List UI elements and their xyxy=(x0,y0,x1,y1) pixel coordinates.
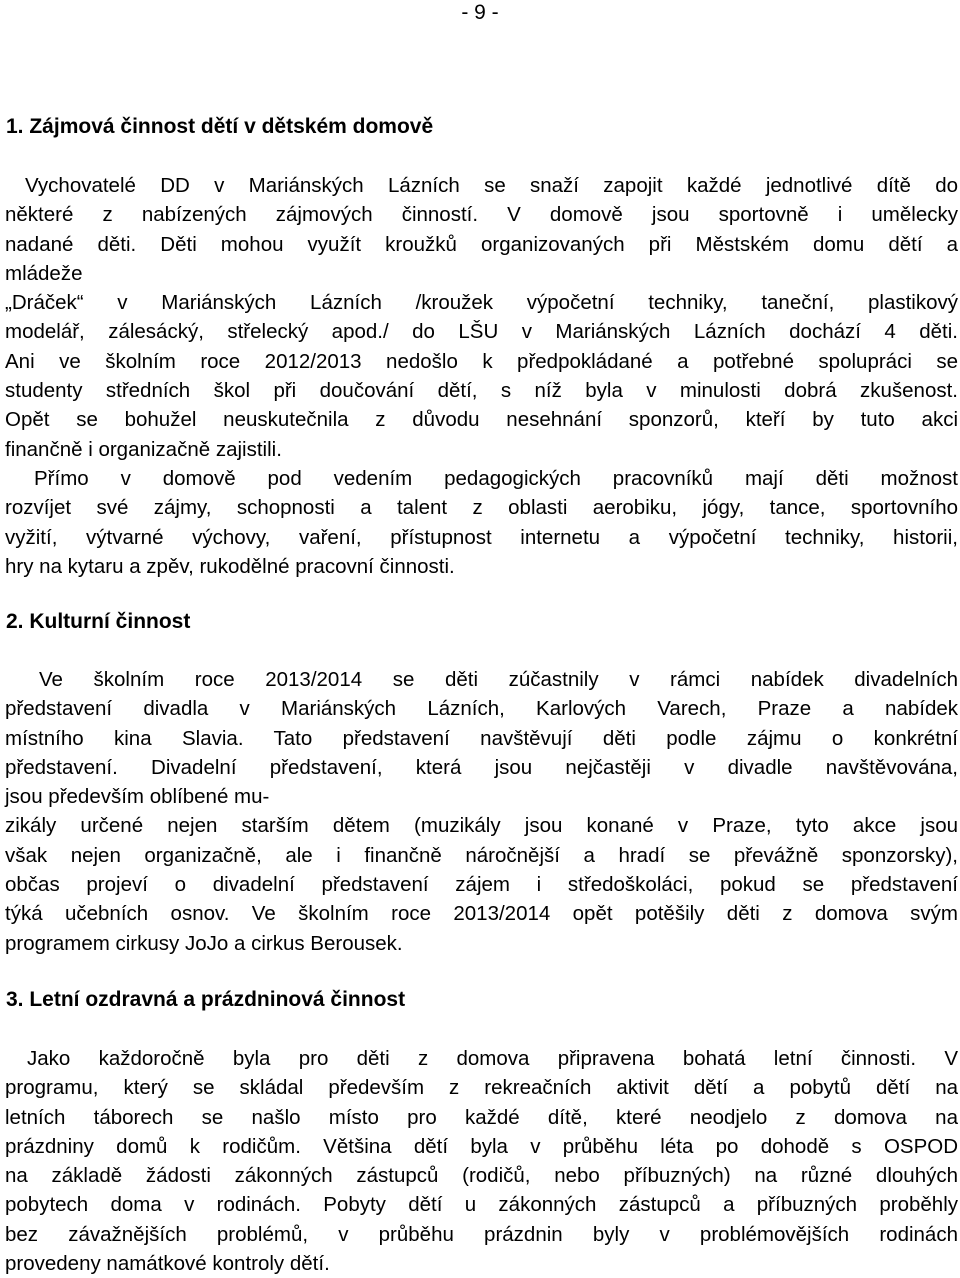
text-line: hry na kytaru a zpěv, rukodělné pracovní činnosti. xyxy=(5,554,455,578)
section-heading-1 xyxy=(6,112,433,141)
text-line: občas projeví o divadelní představení zájem i středoškoláci, pokud se představení xyxy=(5,873,958,897)
page-number: - 9 - xyxy=(461,1,499,24)
text-line: provedeny namátkové kontroly dětí. xyxy=(5,1252,330,1276)
section-2-text xyxy=(5,665,958,958)
section-heading-3 xyxy=(6,985,405,1014)
text-line: prázdniny domů k rodičům. Většina dětí byla v průběhu léta po dohodě s OSPOD xyxy=(5,1134,958,1158)
text-line: zikály určené nejen starším dětem (muzikály jsou konané v Praze, tyto akce jsou xyxy=(5,814,958,838)
section-number: 2. xyxy=(6,610,24,633)
text-line: rozvíjet své zájmy, schopnosti a talent z oblasti aerobiku, jógy, tance, sportovního xyxy=(5,496,958,520)
text-line: Vychovatelé DD v Mariánských Lázních se snaží zapojit každé jednotlivé dítě do xyxy=(25,174,958,197)
text-line: jsou především oblíbené mu- xyxy=(5,785,270,809)
text-line: modelář, zálesácký, střelecký apod./ do LŠU v Mariánských Lázních dochází 4 děti. xyxy=(5,320,958,344)
section-title: Zájmová činnost dětí v dětském domově xyxy=(29,115,434,138)
text-line: vyžití, výtvarné výchovy, vaření, přístupnost internetu a výpočetní techniky, historii, xyxy=(5,525,958,549)
text-line: Přímo v domově pod vedením pedagogických pracovníků mají děti možnost xyxy=(34,466,958,490)
text-line: studenty středních škol při doučování dětí, s níž byla v minulosti dobrá zkušenost. xyxy=(5,379,958,403)
text-line: místního kina Slavia. Tato představení navštěvují děti podle zájmu o konkrétní xyxy=(5,726,958,750)
text-line: však nejen organizačně, ale i finančně náročnější a hradí se převážně sponzorsky), xyxy=(5,843,958,867)
text-line: bez závažnějších problémů, v průběhu prázdnin byly v problémovějších rodinách xyxy=(5,1222,958,1246)
section-number: 1. xyxy=(6,115,24,138)
text-line: některé z nabízených zájmových činností. V domově jsou sportovně i umělecky xyxy=(5,203,958,227)
text-line: letních táborech se našlo místo pro každé dítě, které neodjelo z domova na xyxy=(5,1105,958,1129)
text-line: Opět se bohužel neuskutečnila z důvodu nesehnání sponzorů, kteří by tuto akci xyxy=(5,408,958,432)
text-line: programem cirkusy JoJo a cirkus Berousek. xyxy=(5,931,403,955)
text-line: Jako každoročně byla pro děti z domova připravena bohatá letní činnosti. V xyxy=(27,1047,958,1070)
text-line: představení. Divadelní představení, která jsou nejčastěji v divadle navštěvována, xyxy=(5,755,958,779)
text-line: „Dráček“ v Mariánských Lázních /kroužek výpočetní techniky, taneční, plastikový xyxy=(5,291,958,315)
section-title: Kulturní činnost xyxy=(29,610,191,633)
text-line: mládeže xyxy=(5,261,83,285)
text-line: finančně i organizačně zajistili. xyxy=(5,437,282,461)
text-line: na základě žádosti zákonných zástupců (rodičů, nebo příbuzných) na různé dlouhých xyxy=(5,1164,958,1188)
section-3-text xyxy=(5,1044,958,1278)
text-line: Ani ve školním roce 2012/2013 nedošlo k předpokládané a potřebné spolupráci se xyxy=(5,349,958,373)
text-line: pobytech doma v rodinách. Pobyty dětí u zákonných zástupců a příbuzných proběhly xyxy=(5,1193,958,1217)
section-title: Letní ozdravná a prázdninová činnost xyxy=(29,988,406,1011)
section-number: 3. xyxy=(6,988,24,1011)
section-heading-2 xyxy=(6,607,190,636)
text-line: představení divadla v Mariánských Lázních, Karlových Varech, Praze a nabídek xyxy=(5,697,958,721)
text-line: programu, který se skládal především z rekreačních aktivit dětí a pobytů dětí na xyxy=(5,1076,958,1100)
text-line: nadané děti. Děti mohou využít kroužků organizovaných při Městském domu dětí a xyxy=(5,232,958,256)
text-line: týká učebních osnov. Ve školním roce 2013/2014 opět potěšily děti z domova svým xyxy=(5,902,958,926)
text-line: Ve školním roce 2013/2014 se děti zúčastnily v rámci nabídek divadelních xyxy=(39,668,958,691)
section-1-text xyxy=(5,171,958,581)
